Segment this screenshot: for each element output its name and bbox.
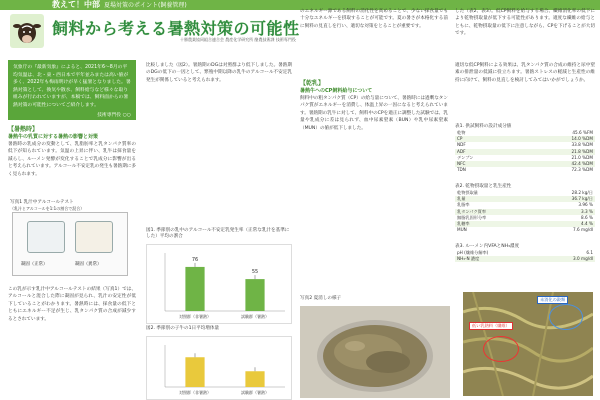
col4-body2: 適切な低CP飼料による効果は、乳タンパク質の合成の維持と尿中窒素の排泄量の低減に役立ちます。暑熱ストレスの軽減と生産性の維持に向けて、飼料の見直しを検討してみてはいかがでしょうか。 <box>455 63 595 83</box>
col4-body2-block <box>455 62 595 120</box>
photo1-caption-block <box>10 200 136 212</box>
col4-body1-block <box>455 8 595 56</box>
fig2-title-block <box>146 326 292 332</box>
fig1-svg <box>147 245 291 323</box>
cup-normal <box>27 221 65 253</box>
photo1-caption: 写真1 乳汁中アルコールテスト <box>10 200 74 205</box>
table1-value: 21.0 %DM <box>571 154 593 160</box>
table3 <box>455 250 595 262</box>
highlight-ring-red <box>483 336 519 362</box>
photo2-label2: 未消化の穀類 <box>537 296 568 304</box>
col3-section <box>300 80 448 291</box>
fig1-chart <box>146 244 292 324</box>
fig1-title-block <box>146 228 292 240</box>
bar-value-label: 55 <box>251 269 259 276</box>
section1-subheading: 暑熱牛の乳質に対する暑熱の影響と対策 <box>8 134 99 140</box>
feed-photo <box>463 292 593 396</box>
table1-value: 72.3 %DM <box>571 167 593 173</box>
table1-value: 45.6 %FM <box>572 130 593 135</box>
table1-label: NDF <box>457 142 466 148</box>
table2-row <box>455 227 595 233</box>
table1-label: デンプン <box>457 154 474 160</box>
table3-label: NH₃-N 濃度 <box>455 256 538 262</box>
table2-value: 4.4 % <box>535 221 595 227</box>
col4-body1: した（表2、表3）。低CP飼料を給与する場合、繊維消化率の低下により乾物摂取量が低下する可能性があります。適度な繊維の給与とともに、乾物摂取量の低下に注意しながら、CPを下げることが大切です。 <box>455 9 595 37</box>
table1-label: NFC <box>455 161 517 167</box>
bar-value-label: 76 <box>191 256 199 263</box>
table2-label: MUN <box>457 227 467 233</box>
table2-label: 乾物摂取量 <box>457 190 478 195</box>
category-label: 対照群（非暑熱） <box>179 390 211 395</box>
col2-body1: 比較しました（図2）。暑熱期のDGは対照群より低下しました。暑熱期のDGの低下の一因として、繁殖中期以降の乳牛のアルコール不安定乳発生が関係していると考えられます。 <box>146 63 292 83</box>
photo-cowpat-caption-block <box>300 296 448 302</box>
table2-value: 7.6 mg/dl <box>573 227 593 233</box>
cow-icon <box>10 14 44 48</box>
table3-label: pH (繊維分解率) <box>457 250 489 255</box>
table2-block <box>455 184 595 233</box>
table2-value: 3.96 % <box>578 202 593 208</box>
lead-box <box>8 60 136 120</box>
fig2-chart <box>146 336 292 400</box>
photo2-label1: 低い乳熱料（繊維） <box>469 322 513 330</box>
photo1-label-left: 凝固（正常） <box>21 262 48 267</box>
col3-body2: 飼料中の粗タンパク質（CP）の給与量について、暑熱時には過剰なタンパク質がエネルギーを消費し、体温上昇の一因になると考えられています。暑熱期の乳牛に対して、飼料中のCPを適正に調整した試験では、乳量や乳成分に差は見られず、血中尿素窒素（BUN）や乳中尿素窒素（MUN）の値が低下しました。 <box>300 96 448 131</box>
cowpat-photo <box>300 306 450 398</box>
col3-heading: 【乾乳】 <box>300 80 325 87</box>
col3-subheading: 暑熱牛へのCP飼料給与について <box>300 88 373 94</box>
table2-title: 表2. 乾物摂取量と乳生産性 <box>455 184 512 189</box>
table2-label: 乳タンパク質率 <box>455 209 535 215</box>
col3-body1-block <box>300 8 448 70</box>
photo1 <box>12 212 128 276</box>
fig1-title: 図1. 季節別の乳中のアルコール不安定乳発生率（正常な乳汁を基準にした）平均の割合 <box>146 228 290 239</box>
fig2-svg <box>147 337 291 399</box>
col2-body1-block <box>146 62 292 222</box>
lead-text: 気象庁の『最新気象』によると、2021年6〜8月の平均気温は、北・東・西日本で平年並みまたは高い値が多く、2022年も梅雨明けが早く猛暑となりました。暑熱対策として、換気や散水、飼料給与など様々な取り組みが行われていますが、本稿では、飼料面からの暑熱対策の可能性についてご紹介します。 <box>13 65 131 108</box>
table1-value: 42.4 %DM <box>517 161 595 167</box>
lead-author: 技術専門役 ○○ <box>97 112 131 118</box>
photo1-note: （乳汁とアルコールを1:1の割合で混合） <box>10 206 85 211</box>
category-label: 教えて！中部 <box>52 0 100 9</box>
table1-label: TDN <box>457 167 466 173</box>
byline: 十勝農業協同組合連合会 農産化学研究所 酪農技術課 技術専門役 <box>180 37 296 42</box>
highlight-ring-blue <box>549 304 583 330</box>
table2-value: 3.3 % <box>535 209 595 215</box>
table2-label: 乳糖率 <box>455 221 535 227</box>
table1-value: 21.8 %DM <box>517 149 595 155</box>
bar <box>185 267 204 311</box>
fig2-title: 図2. 季節別の子牛の1日平均増体量 <box>146 326 220 331</box>
bar <box>185 357 204 387</box>
bar <box>245 371 264 387</box>
table2-label: 乳脂率 <box>457 202 470 208</box>
section1 <box>8 126 136 193</box>
table3-value: 6.1 <box>586 250 593 255</box>
table1-value: 33.8 %DM <box>571 142 593 148</box>
table3-block <box>455 244 595 262</box>
photo-cowpat-caption: 写真2 夏消しの様子 <box>300 296 342 301</box>
table3-row <box>455 256 595 262</box>
section1-body: 暑熱時の乳成分の変動として、乳脂肪率と乳タンパク質率の低下が知られています。気温の上昇に伴い、乳牛は採食量を減らし、ルーメン発酵が変化することで乳成分に影響が出ると考えられています。アルコール不安定乳の発生も暑熱期に多く見られます。 <box>8 142 136 177</box>
table3-value: 3.0 mg/dl <box>538 256 595 262</box>
article-title: 飼料から考える暑熱対策の可能性 <box>52 19 300 38</box>
table2-label: 無脂乳固形分率 <box>457 214 487 220</box>
table1-block <box>455 124 595 173</box>
section1-heading: 【暑熱時】 <box>8 126 39 133</box>
col1-body2: この乳が示す乳汁中アルコールテストの結果（写真1）では、アルコールと混合した際に凝固が見られ、乳汁の安定性が低下していることがわかります。暑熱時には、採食量の低下とともにエネルギー不足が生じ、乳タンパク質の合成が減少するとされています。 <box>8 287 136 322</box>
table2-value: 8.6 % <box>581 214 593 220</box>
table2-value: 28.2 kg/日 <box>571 190 593 195</box>
table2 <box>455 190 595 233</box>
bar <box>245 279 264 311</box>
table1-row <box>455 167 595 173</box>
table2-label: 乳量 <box>455 196 535 202</box>
cup-abnormal <box>75 221 113 253</box>
category-label: 試験群（暑熱） <box>241 314 269 319</box>
col3-body1: のエネルギー源である飼料の消化性を高めることで、少ない採食量でも十分なエネルギーを摂取することが可能です。夏の暑さが本格化する前に飼料の見直しを行い、適切な対策をとることが重要です。 <box>300 9 448 29</box>
photo1-label-right: 凝固（異常） <box>75 262 102 267</box>
table2-value: 36.7 kg/日 <box>535 196 595 202</box>
category-label: 対照群（非暑熱） <box>179 314 211 319</box>
table1-label: CP <box>455 136 517 142</box>
table1-title: 表1. 供試飼料の設計成分値 <box>455 124 512 129</box>
table3-title: 表3. ルーメン内VFAとNH₃濃度 <box>455 244 520 249</box>
table1 <box>455 130 595 173</box>
table1-label: ADF <box>455 149 517 155</box>
col1-body2-block <box>8 286 136 396</box>
header-subtitle: 夏場対策のポイント(飼養管理) <box>104 2 187 9</box>
table1-label: 乾物 <box>457 130 466 135</box>
category-label: 試験群（暑熱） <box>241 390 269 395</box>
table1-value: 14.0 %DM <box>517 136 595 142</box>
